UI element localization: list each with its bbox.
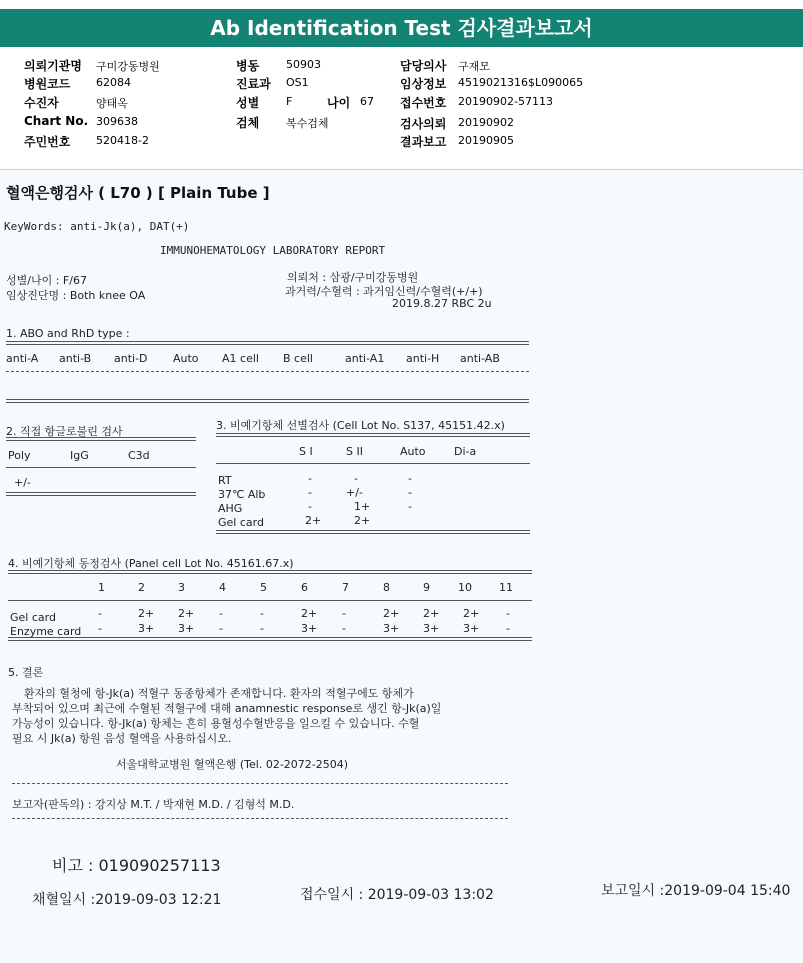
screen-cell: - (408, 486, 412, 499)
screen-cell: - (308, 486, 312, 499)
panel-col: 9 (423, 581, 430, 594)
value-test-request: 20190902 (458, 116, 514, 129)
panel-cell: 3+ (301, 622, 318, 635)
conclusion-line: 부착되어 있으며 최근에 수혈된 적혈구에 대해 anamnestic response로 생긴 항-Jk(a)일 (12, 702, 442, 715)
lab-contact: 서울대학교병원 혈액은행 (Tel. 02-2072-2504) (116, 758, 349, 771)
patient-history-detail: 2019.8.27 RBC 2u (392, 297, 492, 310)
label-clinical-info: 임상정보 (400, 77, 447, 91)
abo-col-anti-ab: anti-AB (460, 352, 500, 365)
conclusion-line: 가능성이 있습니다. 항-Jk(a) 항체는 흔히 용혈성수혈반응을 일으킬 수 있습니다. 수혈 (12, 717, 420, 730)
dat-bottom-rule (6, 492, 196, 496)
label-requesting-institution: 의뢰기관명 (24, 59, 82, 73)
screen-cell: - (308, 472, 312, 485)
panel-col: 7 (342, 581, 349, 594)
conclusion-heading: 5. 결론 (8, 666, 44, 679)
panel-mid-rule (8, 600, 532, 601)
value-ward: 50903 (286, 58, 321, 71)
panel-cell: - (260, 622, 264, 635)
panel-cell: - (219, 622, 223, 635)
panel-col: 5 (260, 581, 267, 594)
screen-cell: 1+ (354, 500, 371, 513)
label-chart-no: Chart No. (24, 114, 89, 128)
screen-bottom-rule (216, 530, 530, 534)
panel-cell: 2+ (463, 607, 480, 620)
panel-row-label: Enzyme card (10, 625, 82, 638)
dat-value-poly: +/- (14, 476, 31, 489)
report-title-banner: Ab Identification Test 검사결과보고서 (0, 9, 803, 47)
report-datetime: 보고일시 :2019-09-04 15:40 (601, 883, 791, 899)
collection-datetime: 채혈일시 :2019-09-03 12:21 (32, 892, 222, 908)
panel-cell: 2+ (178, 607, 195, 620)
screen-row-label: AHG (218, 502, 243, 515)
panel-col: 8 (383, 581, 390, 594)
abo-mid-rule (6, 371, 529, 372)
label-sex: 성별 (236, 96, 260, 110)
dat-mid-rule (6, 467, 196, 468)
panel-cell: 2+ (301, 607, 318, 620)
dat-heading: 2. 직접 항글로불린 검사 (6, 425, 123, 438)
patient-sex-age: 성별/나이 : F/67 (6, 274, 87, 287)
label-receipt-no: 접수번호 (400, 96, 447, 110)
signature-bottom-rule (12, 818, 508, 819)
abo-col-b-cell: B cell (283, 352, 313, 365)
panel-cell: 2+ (423, 607, 440, 620)
panel-col: 11 (499, 581, 513, 594)
lab-report-title: IMMUNOHEMATOLOGY LABORATORY REPORT (160, 244, 386, 257)
screen-cell: - (408, 472, 412, 485)
abo-col-anti-a1: anti-A1 (345, 352, 385, 365)
patient-referral: 의뢰처 : 삼광/구미강동병원 (287, 271, 419, 284)
panel-cell: - (98, 622, 102, 635)
value-resident-no: 520418-2 (96, 134, 149, 147)
patient-history: 과거력/수혈력 : 과거임신력/수혈력(+/+) (285, 285, 483, 298)
report-body (0, 170, 803, 963)
panel-col: 3 (178, 581, 185, 594)
abo-top-rule (6, 341, 529, 345)
value-clinical-info: 4519021316$L090065 (458, 76, 584, 89)
screen-mid-rule (216, 463, 530, 464)
conclusion-line: 환자의 혈청에 항-Jk(a) 적혈구 동종항체가 존재합니다. 환자의 적혈구에도 항체가 (24, 687, 414, 700)
value-department: OS1 (286, 76, 309, 89)
value-chart-no: 309638 (96, 115, 138, 128)
abo-col-anti-b: anti-B (59, 352, 92, 365)
panel-cell: - (98, 607, 102, 620)
value-patient: 양태옥 (96, 97, 128, 110)
panel-cell: - (342, 622, 346, 635)
label-result-report: 결과보고 (400, 135, 447, 149)
screen-cell: 2+ (354, 514, 371, 527)
value-specimen: 복수검체 (286, 117, 329, 130)
reporter-line: 보고자(판독의) : 강지상 M.T. / 박재현 M.D. / 김형석 M.D. (12, 798, 295, 811)
note-remark: 비고 : 019090257113 (52, 856, 221, 875)
screen-row-label: 37℃ Alb (218, 488, 266, 501)
screen-cell: - (354, 472, 358, 485)
panel-cell: 3+ (463, 622, 480, 635)
screen-col-s2: S II (346, 445, 363, 458)
abo-col-anti-d: anti-D (114, 352, 148, 365)
panel-heading: 4. 비예기항체 동정검사 (Panel cell Lot No. 45161.67.x) (8, 557, 294, 570)
panel-cell: - (342, 607, 346, 620)
panel-cell: - (260, 607, 264, 620)
panel-col: 10 (458, 581, 472, 594)
section-title: 혈액은행검사 ( L70 ) [ Plain Tube ] (6, 184, 270, 202)
panel-col: 6 (301, 581, 308, 594)
value-hospital-code: 62084 (96, 76, 131, 89)
screen-row-label: Gel card (218, 516, 264, 529)
screen-col-auto: Auto (400, 445, 426, 458)
panel-top-rule (8, 570, 532, 574)
screen-cell: +/- (346, 486, 363, 499)
panel-cell: 3+ (423, 622, 440, 635)
label-hospital-code: 병원코드 (24, 77, 71, 91)
label-specimen: 검체 (236, 116, 260, 130)
screen-top-rule (216, 433, 530, 437)
screen-heading: 3. 비예기항체 선별검사 (Cell Lot No. S137, 45151.42.x) (216, 419, 505, 432)
value-requesting-institution: 구미강동병원 (96, 60, 160, 73)
panel-row-label: Gel card (10, 611, 56, 624)
abo-col-auto: Auto (173, 352, 199, 365)
screen-col-s1: S I (299, 445, 313, 458)
panel-cell: - (506, 607, 510, 620)
panel-cell: 3+ (383, 622, 400, 635)
panel-cell: 3+ (178, 622, 195, 635)
conclusion-line: 필요 시 Jk(a) 항원 음성 혈액을 사용하십시오. (12, 732, 232, 745)
label-patient: 수진자 (24, 96, 59, 110)
signature-top-rule (12, 783, 508, 784)
label-resident-no: 주민번호 (24, 135, 71, 149)
label-age: 나이 (327, 96, 351, 110)
panel-col: 4 (219, 581, 226, 594)
label-ward: 병동 (236, 59, 260, 73)
dat-top-rule (6, 437, 196, 441)
screen-row-label: RT (218, 474, 232, 487)
screen-col-dia: Di-a (454, 445, 477, 458)
value-result-report: 20190905 (458, 134, 514, 147)
panel-col: 1 (98, 581, 105, 594)
panel-cell: 3+ (138, 622, 155, 635)
screen-cell: - (308, 500, 312, 513)
abo-heading: 1. ABO and RhD type : (6, 327, 130, 340)
keywords: KeyWords: anti-Jk(a), DAT(+) (4, 220, 190, 233)
abo-col-a1-cell: A1 cell (222, 352, 259, 365)
panel-cell: 2+ (383, 607, 400, 620)
panel-bottom-rule (8, 637, 532, 641)
screen-cell: 2+ (305, 514, 322, 527)
value-age: 67 (360, 95, 374, 108)
patient-diagnosis: 임상진단명 : Both knee OA (6, 289, 146, 302)
panel-cell: 2+ (138, 607, 155, 620)
receipt-datetime: 접수일시 : 2019-09-03 13:02 (300, 887, 494, 903)
dat-col-c3d: C3d (128, 449, 150, 462)
screen-cell: - (408, 500, 412, 513)
panel-cell: - (506, 622, 510, 635)
patient-info-header (0, 47, 803, 170)
label-test-request: 검사의뢰 (400, 117, 447, 131)
label-department: 진료과 (236, 77, 271, 91)
abo-col-anti-a: anti-A (6, 352, 39, 365)
abo-bottom-rule (6, 399, 529, 403)
value-doctor: 구재모 (458, 60, 490, 73)
value-receipt-no: 20190902-57113 (458, 95, 553, 108)
panel-col: 2 (138, 581, 145, 594)
abo-col-anti-h: anti-H (406, 352, 440, 365)
dat-col-poly: Poly (8, 449, 31, 462)
dat-col-igg: IgG (70, 449, 89, 462)
value-sex: F (286, 95, 293, 108)
label-doctor: 담당의사 (400, 59, 447, 73)
panel-cell: - (219, 607, 223, 620)
